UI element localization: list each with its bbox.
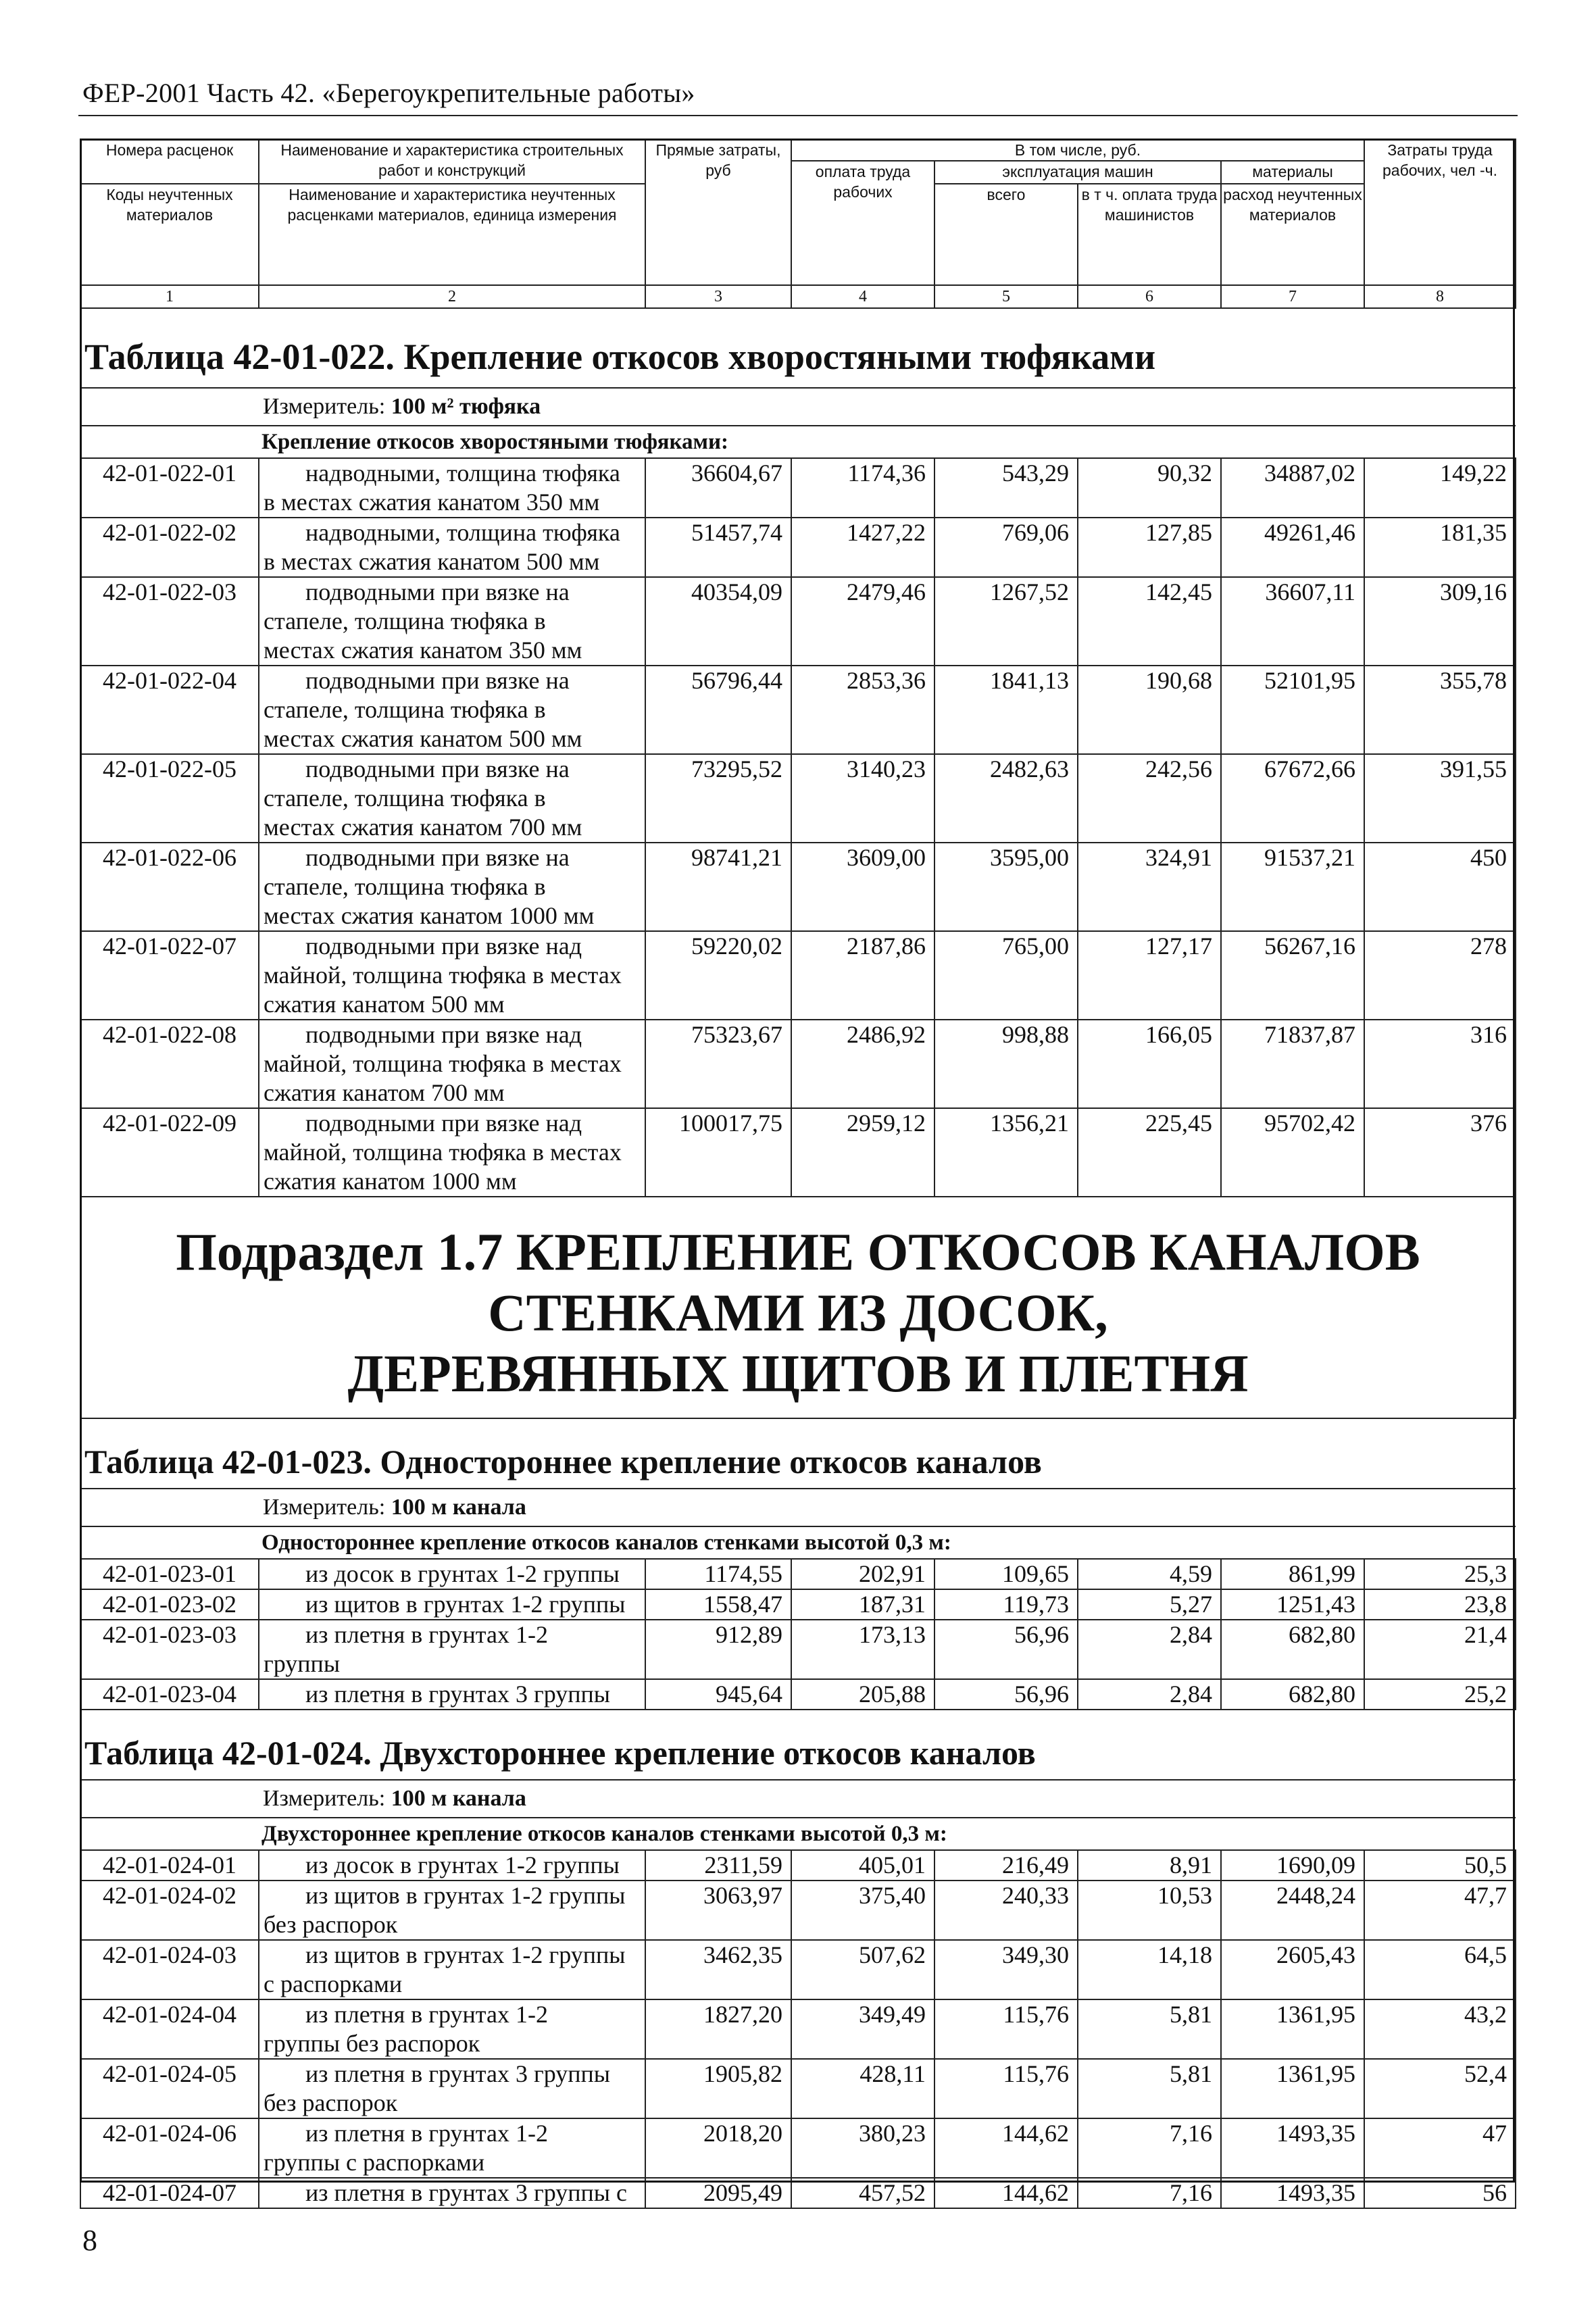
rate-code: 42-01-024-06 <box>80 2118 259 2178</box>
workers-wages-value: 428,11 <box>791 2059 934 2118</box>
description-text: подводными при вязке на <box>305 578 570 605</box>
operators-wages-value: 324,91 <box>1078 843 1221 931</box>
operators-wages-value: 2,84 <box>1078 1679 1221 1710</box>
direct-costs-value: 1558,47 <box>645 1589 791 1620</box>
column-number: 1 <box>80 285 259 308</box>
operators-wages-value: 5,27 <box>1078 1589 1221 1620</box>
direct-costs-value: 100017,75 <box>645 1108 791 1197</box>
materials-value: 34887,02 <box>1221 458 1364 518</box>
machines-total-value: 769,06 <box>934 518 1078 577</box>
materials-value: 56267,16 <box>1221 931 1364 1020</box>
operators-wages-value: 14,18 <box>1078 1940 1221 1999</box>
header-materials-consumption: расход неучтенных материалов <box>1221 184 1364 285</box>
description-text: из плетня в грунтах 3 группы <box>305 1681 610 1708</box>
measure-label: Измеритель: <box>263 1495 391 1520</box>
direct-costs-value: 1905,82 <box>645 2059 791 2118</box>
labor-hours-value: 25,2 <box>1364 1679 1516 1710</box>
description-text: группы <box>264 1650 341 1677</box>
description-text: без распорок <box>264 2089 398 2116</box>
header-machines: эксплуатация машин <box>934 161 1221 184</box>
direct-costs-value: 56796,44 <box>645 666 791 754</box>
materials-value: 91537,21 <box>1221 843 1364 931</box>
direct-costs-value: 912,89 <box>645 1620 791 1679</box>
labor-hours-value: 149,22 <box>1364 458 1516 518</box>
description-text: из плетня в грунтах 3 группы <box>305 2060 610 2087</box>
materials-value: 1361,95 <box>1221 1999 1364 2059</box>
machines-total-value: 765,00 <box>934 931 1078 1020</box>
materials-value: 49261,46 <box>1221 518 1364 577</box>
direct-costs-value: 945,64 <box>645 1679 791 1710</box>
labor-hours-value: 47,7 <box>1364 1881 1516 1940</box>
machines-total-value: 349,30 <box>934 1940 1078 1999</box>
workers-wages-value: 202,91 <box>791 1559 934 1589</box>
machines-total-value: 144,62 <box>934 2178 1078 2208</box>
description-text: стапеле, толщина тюфяка в <box>264 696 546 723</box>
operators-wages-value: 5,81 <box>1078 2059 1221 2118</box>
description-text: группы без распорок <box>264 2030 480 2057</box>
header-materials: материалы <box>1221 161 1364 184</box>
description-text: подводными при вязке над <box>305 1021 582 1048</box>
operators-wages-value: 190,68 <box>1078 666 1221 754</box>
machines-total-value: 144,62 <box>934 2118 1078 2178</box>
direct-costs-value: 73295,52 <box>645 754 791 843</box>
operators-wages-value: 7,16 <box>1078 2178 1221 2208</box>
subsection-line-2: ДЕРЕВЯННЫХ ЩИТОВ И ПЛЕТНЯ <box>347 1344 1249 1403</box>
page-number: 8 <box>82 2224 97 2257</box>
header-direct-costs: Прямые затраты, руб <box>645 139 791 285</box>
direct-costs-value: 3063,97 <box>645 1881 791 1940</box>
machines-total-value: 119,73 <box>934 1589 1078 1620</box>
labor-hours-value: 25,3 <box>1364 1559 1516 1589</box>
column-number: 3 <box>645 285 791 308</box>
labor-hours-value: 23,8 <box>1364 1589 1516 1620</box>
labor-hours-value: 50,5 <box>1364 1850 1516 1881</box>
group-title: Одностороннее крепление откосов каналов стенками высотой 0,3 м: <box>80 1526 1516 1559</box>
rate-code: 42-01-022-08 <box>80 1020 259 1108</box>
labor-hours-value: 56 <box>1364 2178 1516 2208</box>
operators-wages-value: 127,85 <box>1078 518 1221 577</box>
labor-hours-value: 43,2 <box>1364 1999 1516 2059</box>
operators-wages-value: 242,56 <box>1078 754 1221 843</box>
materials-value: 1690,09 <box>1221 1850 1364 1881</box>
description-line <box>264 2179 642 2208</box>
direct-costs-value: 59220,02 <box>645 931 791 1020</box>
table-title: Таблица 42-01-024. Двухстороннее крепление откосов каналов <box>80 1710 1516 1780</box>
description-text: подводными при вязке на <box>305 667 570 694</box>
labor-hours-value: 52,4 <box>1364 2059 1516 2118</box>
column-number: 5 <box>934 285 1078 308</box>
materials-value: 1251,43 <box>1221 1589 1364 1620</box>
rate-code: 42-01-023-03 <box>80 1620 259 1679</box>
header-labor-hours: Затраты труда рабочих, чел -ч. <box>1364 139 1516 285</box>
rate-code: 42-01-024-01 <box>80 1850 259 1881</box>
description-text: местах сжатия канатом 700 мм <box>264 814 582 841</box>
labor-hours-value: 355,78 <box>1364 666 1516 754</box>
operators-wages-value: 5,81 <box>1078 1999 1221 2059</box>
labor-hours-value: 181,35 <box>1364 518 1516 577</box>
workers-wages-value: 3609,00 <box>791 843 934 931</box>
header-name-bottom: Наименование и характеристика неучтенных расценками материалов, единица измерения <box>259 184 645 285</box>
description-text: из плетня в грунтах 3 группы с <box>305 2179 627 2206</box>
description-text: надводными, толщина тюфяка <box>305 459 620 487</box>
description-text: группы с распорками <box>264 2149 485 2176</box>
labor-hours-value: 316 <box>1364 1020 1516 1108</box>
machines-total-value: 543,29 <box>934 458 1078 518</box>
operators-wages-value: 4,59 <box>1078 1559 1221 1589</box>
materials-value: 36607,11 <box>1221 577 1364 666</box>
labor-hours-value: 391,55 <box>1364 754 1516 843</box>
header-name-top: Наименование и характеристика строительных работ и конструкций <box>259 139 645 184</box>
description-text: в местах сжатия канатом 350 мм <box>264 489 600 516</box>
description-text: стапеле, толщина тюфяка в <box>264 607 546 634</box>
workers-wages-value: 375,40 <box>791 1881 934 1940</box>
machines-total-value: 56,96 <box>934 1620 1078 1679</box>
direct-costs-value: 40354,09 <box>645 577 791 666</box>
header-codes-top: Номера расценок <box>80 139 259 184</box>
machines-total-value: 56,96 <box>934 1679 1078 1710</box>
description-text: местах сжатия канатом 500 мм <box>264 725 582 752</box>
description-text: сжатия канатом 1000 мм <box>264 1168 517 1195</box>
materials-value: 1493,35 <box>1221 2118 1364 2178</box>
operators-wages-value: 90,32 <box>1078 458 1221 518</box>
rate-code: 42-01-023-02 <box>80 1589 259 1620</box>
direct-costs-value: 36604,67 <box>645 458 791 518</box>
machines-total-value: 998,88 <box>934 1020 1078 1108</box>
direct-costs-value: 2095,49 <box>645 2178 791 2208</box>
workers-wages-value: 3140,23 <box>791 754 934 843</box>
machines-total-value: 216,49 <box>934 1850 1078 1881</box>
workers-wages-value: 2187,86 <box>791 931 934 1020</box>
description-text: местах сжатия канатом 350 мм <box>264 637 582 664</box>
labor-hours-value: 309,16 <box>1364 577 1516 666</box>
description-text: из плетня в грунтах 1-2 <box>305 1621 548 1648</box>
machines-total-value: 1267,52 <box>934 577 1078 666</box>
workers-wages-value: 1174,36 <box>791 458 934 518</box>
measure-value: 100 м канала <box>391 1786 526 1811</box>
workers-wages-value: 2486,92 <box>791 1020 934 1108</box>
materials-value: 1361,95 <box>1221 2059 1364 2118</box>
description-text: майной, толщина тюфяка в местах <box>264 1050 622 1077</box>
materials-value: 67672,66 <box>1221 754 1364 843</box>
rate-code: 42-01-022-01 <box>80 458 259 518</box>
rate-code: 42-01-024-02 <box>80 1881 259 1940</box>
description-text: майной, толщина тюфяка в местах <box>264 1139 622 1166</box>
rate-code: 42-01-022-07 <box>80 931 259 1020</box>
labor-hours-value: 64,5 <box>1364 1940 1516 1999</box>
workers-wages-value: 507,62 <box>791 1940 934 1999</box>
workers-wages-value: 349,49 <box>791 1999 934 2059</box>
subsection-line-1: Подраздел 1.7 КРЕПЛЕНИЕ ОТКОСОВ КАНАЛОВ СТЕНКАМИ ИЗ ДОСОК, <box>176 1222 1420 1342</box>
workers-wages-value: 173,13 <box>791 1620 934 1679</box>
column-number: 8 <box>1364 285 1516 308</box>
materials-value: 1493,35 <box>1221 2178 1364 2208</box>
labor-hours-value: 376 <box>1364 1108 1516 1197</box>
header-rule <box>78 115 1518 116</box>
materials-value: 71837,87 <box>1221 1020 1364 1108</box>
running-header: ФЕР-2001 Часть 42. «Берегоукрепительные работы» <box>82 78 695 108</box>
workers-wages-value: 2479,46 <box>791 577 934 666</box>
rate-code: 42-01-022-06 <box>80 843 259 931</box>
header-wages: оплата труда рабочих <box>791 161 934 285</box>
direct-costs-value: 2018,20 <box>645 2118 791 2178</box>
description-text: подводными при вязке на <box>305 755 570 782</box>
labor-hours-value: 21,4 <box>1364 1620 1516 1679</box>
workers-wages-value: 2959,12 <box>791 1108 934 1197</box>
header-including: В том числе, руб. <box>791 139 1364 161</box>
page-frame <box>80 139 1515 2183</box>
description-text: из досок в грунтах 1-2 группы <box>305 1560 620 1587</box>
materials-value: 2448,24 <box>1221 1881 1364 1940</box>
workers-wages-value: 1427,22 <box>791 518 934 577</box>
labor-hours-value: 47 <box>1364 2118 1516 2178</box>
description-text: сжатия канатом 700 мм <box>264 1079 505 1106</box>
machines-total-value: 109,65 <box>934 1559 1078 1589</box>
direct-costs-value: 3462,35 <box>645 1940 791 1999</box>
labor-hours-value: 450 <box>1364 843 1516 931</box>
description-text: без распорок <box>264 1911 398 1938</box>
operators-wages-value: 142,45 <box>1078 577 1221 666</box>
machines-total-value: 1356,21 <box>934 1108 1078 1197</box>
column-number: 2 <box>259 285 645 308</box>
description-text: сжатия канатом 500 мм <box>264 991 505 1018</box>
workers-wages-value: 380,23 <box>791 2118 934 2178</box>
materials-value: 682,80 <box>1221 1620 1364 1679</box>
column-number: 6 <box>1078 285 1221 308</box>
rate-code: 42-01-024-03 <box>80 1940 259 1999</box>
description-text: стапеле, толщина тюфяка в <box>264 873 546 900</box>
rate-code: 42-01-024-04 <box>80 1999 259 2059</box>
description-text: из щитов в грунтах 1-2 группы <box>305 1941 626 1968</box>
description-text: местах сжатия канатом 1000 мм <box>264 902 595 929</box>
description-text: майной, толщина тюфяка в местах <box>264 962 622 989</box>
rate-code: 42-01-022-03 <box>80 577 259 666</box>
measure-label: Измеритель: <box>263 394 391 419</box>
measure-label: Измеритель: <box>263 1786 391 1811</box>
measure-value: 100 м² тюфяка <box>391 394 541 419</box>
direct-costs-value: 51457,74 <box>645 518 791 577</box>
machines-total-value: 1841,13 <box>934 666 1078 754</box>
description-text: из досок в грунтах 1-2 группы <box>305 1851 620 1878</box>
workers-wages-value: 205,88 <box>791 1679 934 1710</box>
materials-value: 861,99 <box>1221 1559 1364 1589</box>
measure-value: 100 м канала <box>391 1495 526 1520</box>
operators-wages-value: 7,16 <box>1078 2118 1221 2178</box>
operators-wages-value: 127,17 <box>1078 931 1221 1020</box>
workers-wages-value: 187,31 <box>791 1589 934 1620</box>
labor-hours-value: 278 <box>1364 931 1516 1020</box>
rate-code: 42-01-022-02 <box>80 518 259 577</box>
materials-value: 682,80 <box>1221 1679 1364 1710</box>
operators-wages-value: 10,53 <box>1078 1881 1221 1940</box>
direct-costs-value: 1827,20 <box>645 1999 791 2059</box>
description-text: надводными, толщина тюфяка <box>305 519 620 546</box>
description-text: из щитов в грунтах 1-2 группы <box>305 1591 626 1618</box>
materials-value: 52101,95 <box>1221 666 1364 754</box>
machines-total-value: 240,33 <box>934 1881 1078 1940</box>
description-text: из щитов в грунтах 1-2 группы <box>305 1882 626 1909</box>
materials-value: 2605,43 <box>1221 1940 1364 1999</box>
table-title: Таблица 42-01-023. Одностороннее крепление откосов каналов <box>80 1418 1516 1489</box>
direct-costs-value: 2311,59 <box>645 1850 791 1881</box>
operators-wages-value: 2,84 <box>1078 1620 1221 1679</box>
description-text: подводными при вязке над <box>305 932 582 960</box>
rate-code: 42-01-024-07 <box>80 2178 259 2208</box>
machines-total-value: 115,76 <box>934 2059 1078 2118</box>
description-text: из плетня в грунтах 1-2 <box>305 2120 548 2147</box>
workers-wages-value: 2853,36 <box>791 666 934 754</box>
rate-code: 42-01-022-04 <box>80 666 259 754</box>
materials-value: 95702,42 <box>1221 1108 1364 1197</box>
rate-code: 42-01-022-09 <box>80 1108 259 1197</box>
description-text: стапеле, толщина тюфяка в <box>264 785 546 812</box>
group-title: Двухстороннее крепление откосов каналов стенками высотой 0,3 м: <box>80 1818 1516 1850</box>
table-title: Таблица 42-01-022. Крепление откосов хворостяными тюфяками <box>80 308 1516 388</box>
description-text: в местах сжатия канатом 500 мм <box>264 548 600 575</box>
workers-wages-value: 457,52 <box>791 2178 934 2208</box>
machines-total-value: 2482,63 <box>934 754 1078 843</box>
column-number: 7 <box>1221 285 1364 308</box>
header-codes-bottom: Коды неучтенных материалов <box>80 184 259 285</box>
header-operators-wages: в т ч. оплата труда машинистов <box>1078 184 1221 285</box>
header-machines-total: всего <box>934 184 1078 285</box>
column-number: 4 <box>791 285 934 308</box>
rate-code: 42-01-024-05 <box>80 2059 259 2118</box>
direct-costs-value: 75323,67 <box>645 1020 791 1108</box>
operators-wages-value: 8,91 <box>1078 1850 1221 1881</box>
operators-wages-value: 225,45 <box>1078 1108 1221 1197</box>
description-text: из плетня в грунтах 1-2 <box>305 2001 548 2028</box>
direct-costs-value: 98741,21 <box>645 843 791 931</box>
group-title: Крепление откосов хворостяными тюфяками: <box>80 426 1516 458</box>
operators-wages-value: 166,05 <box>1078 1020 1221 1108</box>
description-text: подводными при вязке на <box>305 844 570 871</box>
rate-code: 42-01-022-05 <box>80 754 259 843</box>
description-text: подводными при вязке над <box>305 1110 582 1137</box>
rate-code: 42-01-023-01 <box>80 1559 259 1589</box>
rate-code: 42-01-023-04 <box>80 1679 259 1710</box>
machines-total-value: 3595,00 <box>934 843 1078 931</box>
workers-wages-value: 405,01 <box>791 1850 934 1881</box>
machines-total-value: 115,76 <box>934 1999 1078 2059</box>
direct-costs-value: 1174,55 <box>645 1559 791 1589</box>
description-text: с распорками <box>264 1970 403 1997</box>
